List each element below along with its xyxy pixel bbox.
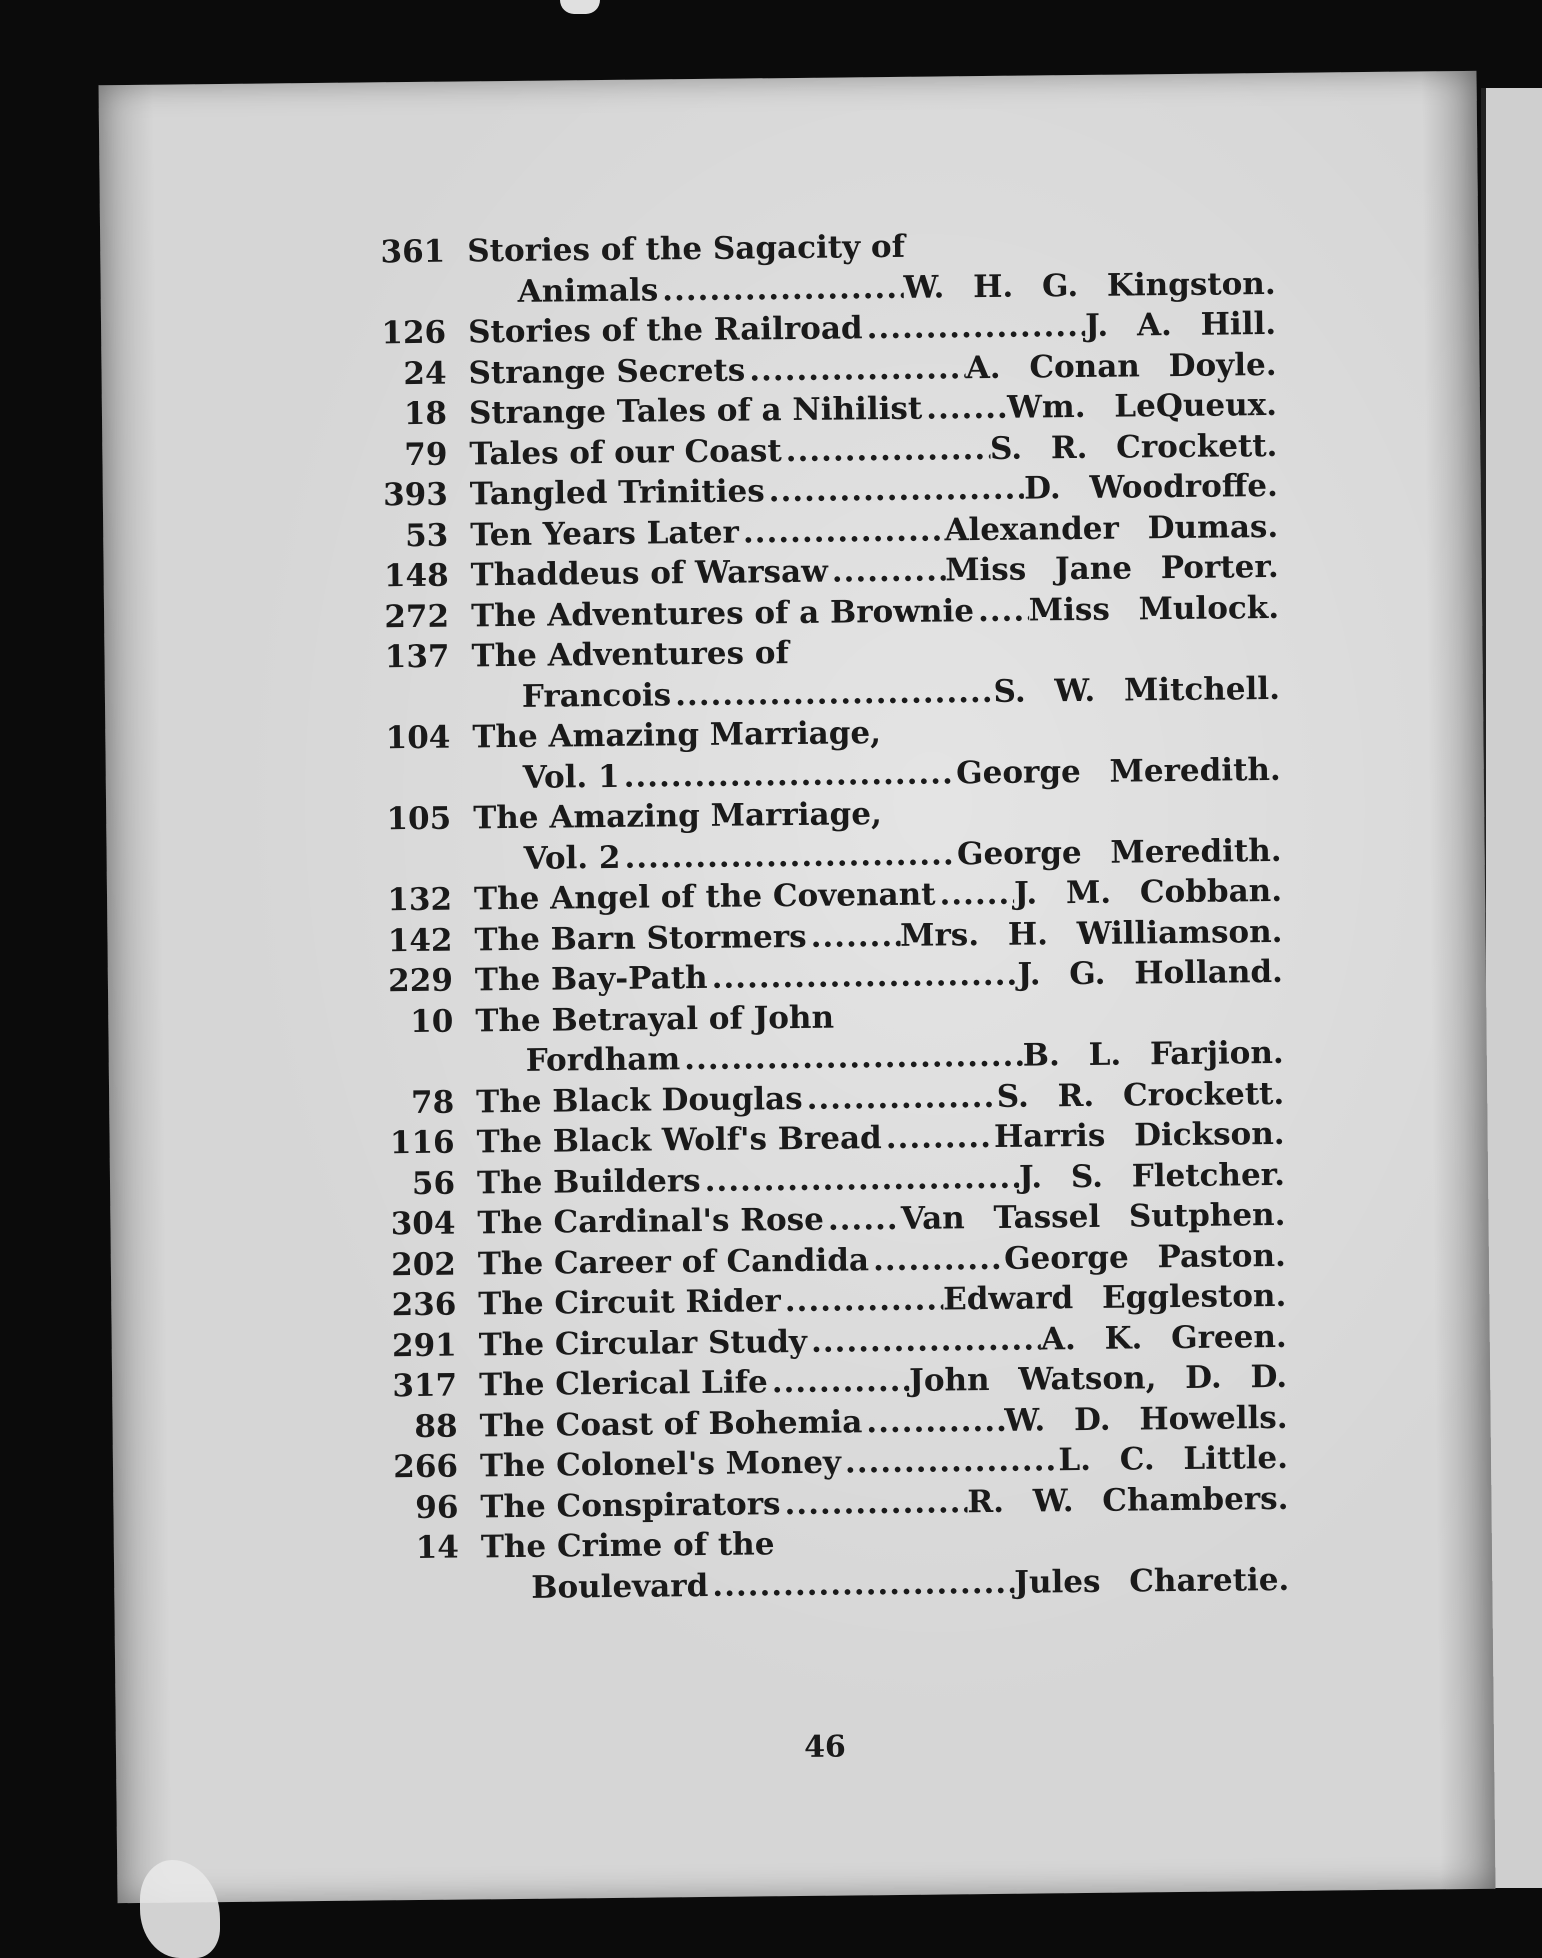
item-author: D. Woodroffe. [1023, 467, 1278, 507]
leader-dots [935, 874, 1014, 915]
leader-dots [807, 1319, 1041, 1362]
leader-dots [781, 428, 990, 471]
item-author: Van Tassel Sutphen. [900, 1196, 1286, 1237]
list-item [359, 1519, 1290, 1610]
item-number: 116 [389, 1124, 455, 1162]
item-title: The Coast of Bohemia [479, 1403, 863, 1444]
item-author: J. S. Fletcher. [1018, 1156, 1286, 1196]
leader-dots [780, 1482, 967, 1524]
item-number: 79 [404, 436, 448, 473]
list-item [350, 709, 1281, 800]
item-title: The Barn Stormers [474, 918, 807, 958]
leader-dots [739, 510, 945, 553]
item-title: The Career of Candida [477, 1241, 870, 1282]
item-author: S. R. Crockett. [989, 427, 1278, 467]
item-author: Harris Dickson. [993, 1115, 1285, 1155]
item-number: 14 [415, 1529, 460, 1567]
item-title: Strange Secrets [468, 352, 746, 391]
item-number: 24 [403, 355, 447, 392]
item-number: 10 [410, 1003, 454, 1040]
item-title: The Angel of the Covenant [473, 876, 936, 918]
item-number: 142 [387, 922, 453, 959]
item-title: The Circular Study [478, 1323, 808, 1363]
item-number: 18 [403, 395, 448, 433]
item-author: J. A. Hill. [1084, 305, 1277, 344]
item-title: Ten Years Later [470, 514, 740, 553]
leader-dots [869, 1238, 1005, 1280]
leader-dots [828, 550, 946, 592]
item-author: B. L. Farjion. [1022, 1034, 1284, 1074]
leader-dots [745, 348, 966, 391]
item-number: 56 [411, 1165, 456, 1202]
item-title: The Crime of the [480, 1526, 775, 1566]
item-number: 105 [386, 800, 452, 838]
item-number: 361 [380, 233, 446, 271]
item-number: 291 [391, 1327, 457, 1364]
item-number: 229 [388, 962, 454, 1000]
item-title: The Betrayal of John [475, 999, 835, 1039]
item-author: W. H. G. Kingston. [903, 265, 1276, 306]
item-title: Stories of the Railroad [467, 310, 863, 351]
item-author: R. W. Chambers. [967, 1480, 1289, 1520]
item-number: 137 [384, 638, 450, 676]
item-title: The Bay-Path [474, 959, 708, 999]
leader-dots [620, 834, 957, 878]
item-number: 88 [414, 1408, 458, 1445]
item-author: A. K. Green. [1040, 1318, 1287, 1357]
item-number: 266 [393, 1448, 459, 1486]
item-number: 317 [392, 1367, 458, 1405]
item-number: 53 [404, 517, 449, 554]
item-title-continued: Animals [517, 271, 659, 310]
item-author: S. W. Mitchell. [993, 670, 1281, 710]
item-title: The Conspirators [480, 1485, 781, 1525]
item-title-continued: Vol. 2 [523, 839, 621, 877]
item-author: Miss Jane Porter. [945, 548, 1279, 589]
item-number: 304 [390, 1205, 456, 1243]
item-author: John Watson, D. D. [909, 1358, 1288, 1399]
item-title: The Cardinal's Rose [477, 1201, 825, 1242]
leader-dots [824, 1199, 901, 1240]
item-number: 126 [381, 314, 447, 352]
item-author: Wm. LeQueux. [1006, 386, 1278, 426]
item-number: 272 [384, 598, 450, 635]
item-number: 202 [390, 1246, 457, 1283]
list-item [351, 790, 1282, 881]
page-number: 46 [803, 1729, 847, 1765]
list-item [345, 223, 1276, 314]
book-page [99, 71, 1496, 1903]
item-title: The Adventures of [471, 635, 789, 675]
leader-dots [974, 590, 1029, 631]
item-title: Tangled Trinities [469, 473, 765, 513]
scan-artifact [560, 0, 600, 14]
item-title: The Amazing Marriage, [473, 796, 882, 837]
leader-dots [841, 1440, 1059, 1483]
item-number: 104 [385, 719, 451, 757]
item-number: 78 [410, 1084, 455, 1121]
item-number: 236 [391, 1286, 457, 1324]
leader-dots [619, 753, 956, 797]
leader-dots [700, 1157, 1019, 1201]
item-title: The Colonel's Money [479, 1444, 842, 1485]
item-title: Stories of the Sagacity of [467, 228, 906, 270]
leader-dots [806, 915, 900, 956]
item-author: Miss Mulock. [1028, 589, 1280, 629]
item-author: George Meredith. [955, 751, 1281, 791]
leader-dots [922, 388, 1007, 429]
item-author: L. C. Little. [1058, 1439, 1289, 1479]
leader-dots [802, 1076, 997, 1119]
item-author: George Paston. [1003, 1237, 1287, 1277]
leader-dots [671, 671, 994, 715]
leader-dots [882, 1117, 995, 1159]
book-list [345, 223, 1289, 1610]
item-author: Mrs. H. Williamson. [899, 913, 1283, 954]
item-number: 96 [415, 1489, 459, 1526]
item-title-continued: Vol. 1 [522, 758, 620, 796]
item-author: W. D. Howells. [1004, 1399, 1288, 1439]
item-author: Edward Eggleston. [942, 1277, 1287, 1318]
leader-dots [764, 469, 1024, 512]
list-item [349, 628, 1280, 719]
item-number: 393 [382, 476, 449, 514]
item-author: Alexander Dumas. [944, 508, 1279, 548]
item-title: Tales of our Coast [469, 432, 782, 472]
item-title: The Adventures of a Brownie [470, 592, 975, 634]
list-item [353, 992, 1284, 1083]
item-title-continued: Fordham [525, 1041, 681, 1079]
item-title: The Circuit Rider [478, 1283, 781, 1323]
item-title-continued: Boulevard [531, 1567, 709, 1606]
leader-dots [707, 955, 1017, 999]
item-title: The Amazing Marriage, [472, 715, 882, 756]
item-author: S. R. Crockett. [996, 1075, 1285, 1115]
item-title: The Black Douglas [475, 1080, 803, 1120]
item-title: The Clerical Life [478, 1364, 768, 1404]
leader-dots [862, 306, 1085, 349]
leader-dots [680, 1036, 1023, 1080]
item-author: J. M. Cobban. [1013, 872, 1283, 912]
item-author: A. Conan Doyle. [965, 346, 1277, 386]
item-title: The Builders [476, 1162, 701, 1201]
item-number: 148 [383, 557, 449, 595]
item-number: 132 [387, 881, 453, 919]
leader-dots [781, 1279, 944, 1321]
leader-dots [768, 1361, 910, 1403]
item-title: The Black Wolf's Bread [476, 1120, 882, 1161]
item-title: Strange Tales of a Nihilist [468, 390, 923, 432]
leader-dots [658, 267, 904, 310]
item-author: J. G. Holland. [1017, 953, 1284, 993]
leader-dots [862, 1400, 1005, 1442]
item-author: Jules Charetie. [1014, 1561, 1290, 1601]
item-author: George Meredith. [956, 832, 1282, 872]
item-title-continued: Francois [521, 676, 672, 715]
item-title: Thaddeus of Warsaw [470, 553, 828, 594]
leader-dots [708, 1562, 1014, 1606]
